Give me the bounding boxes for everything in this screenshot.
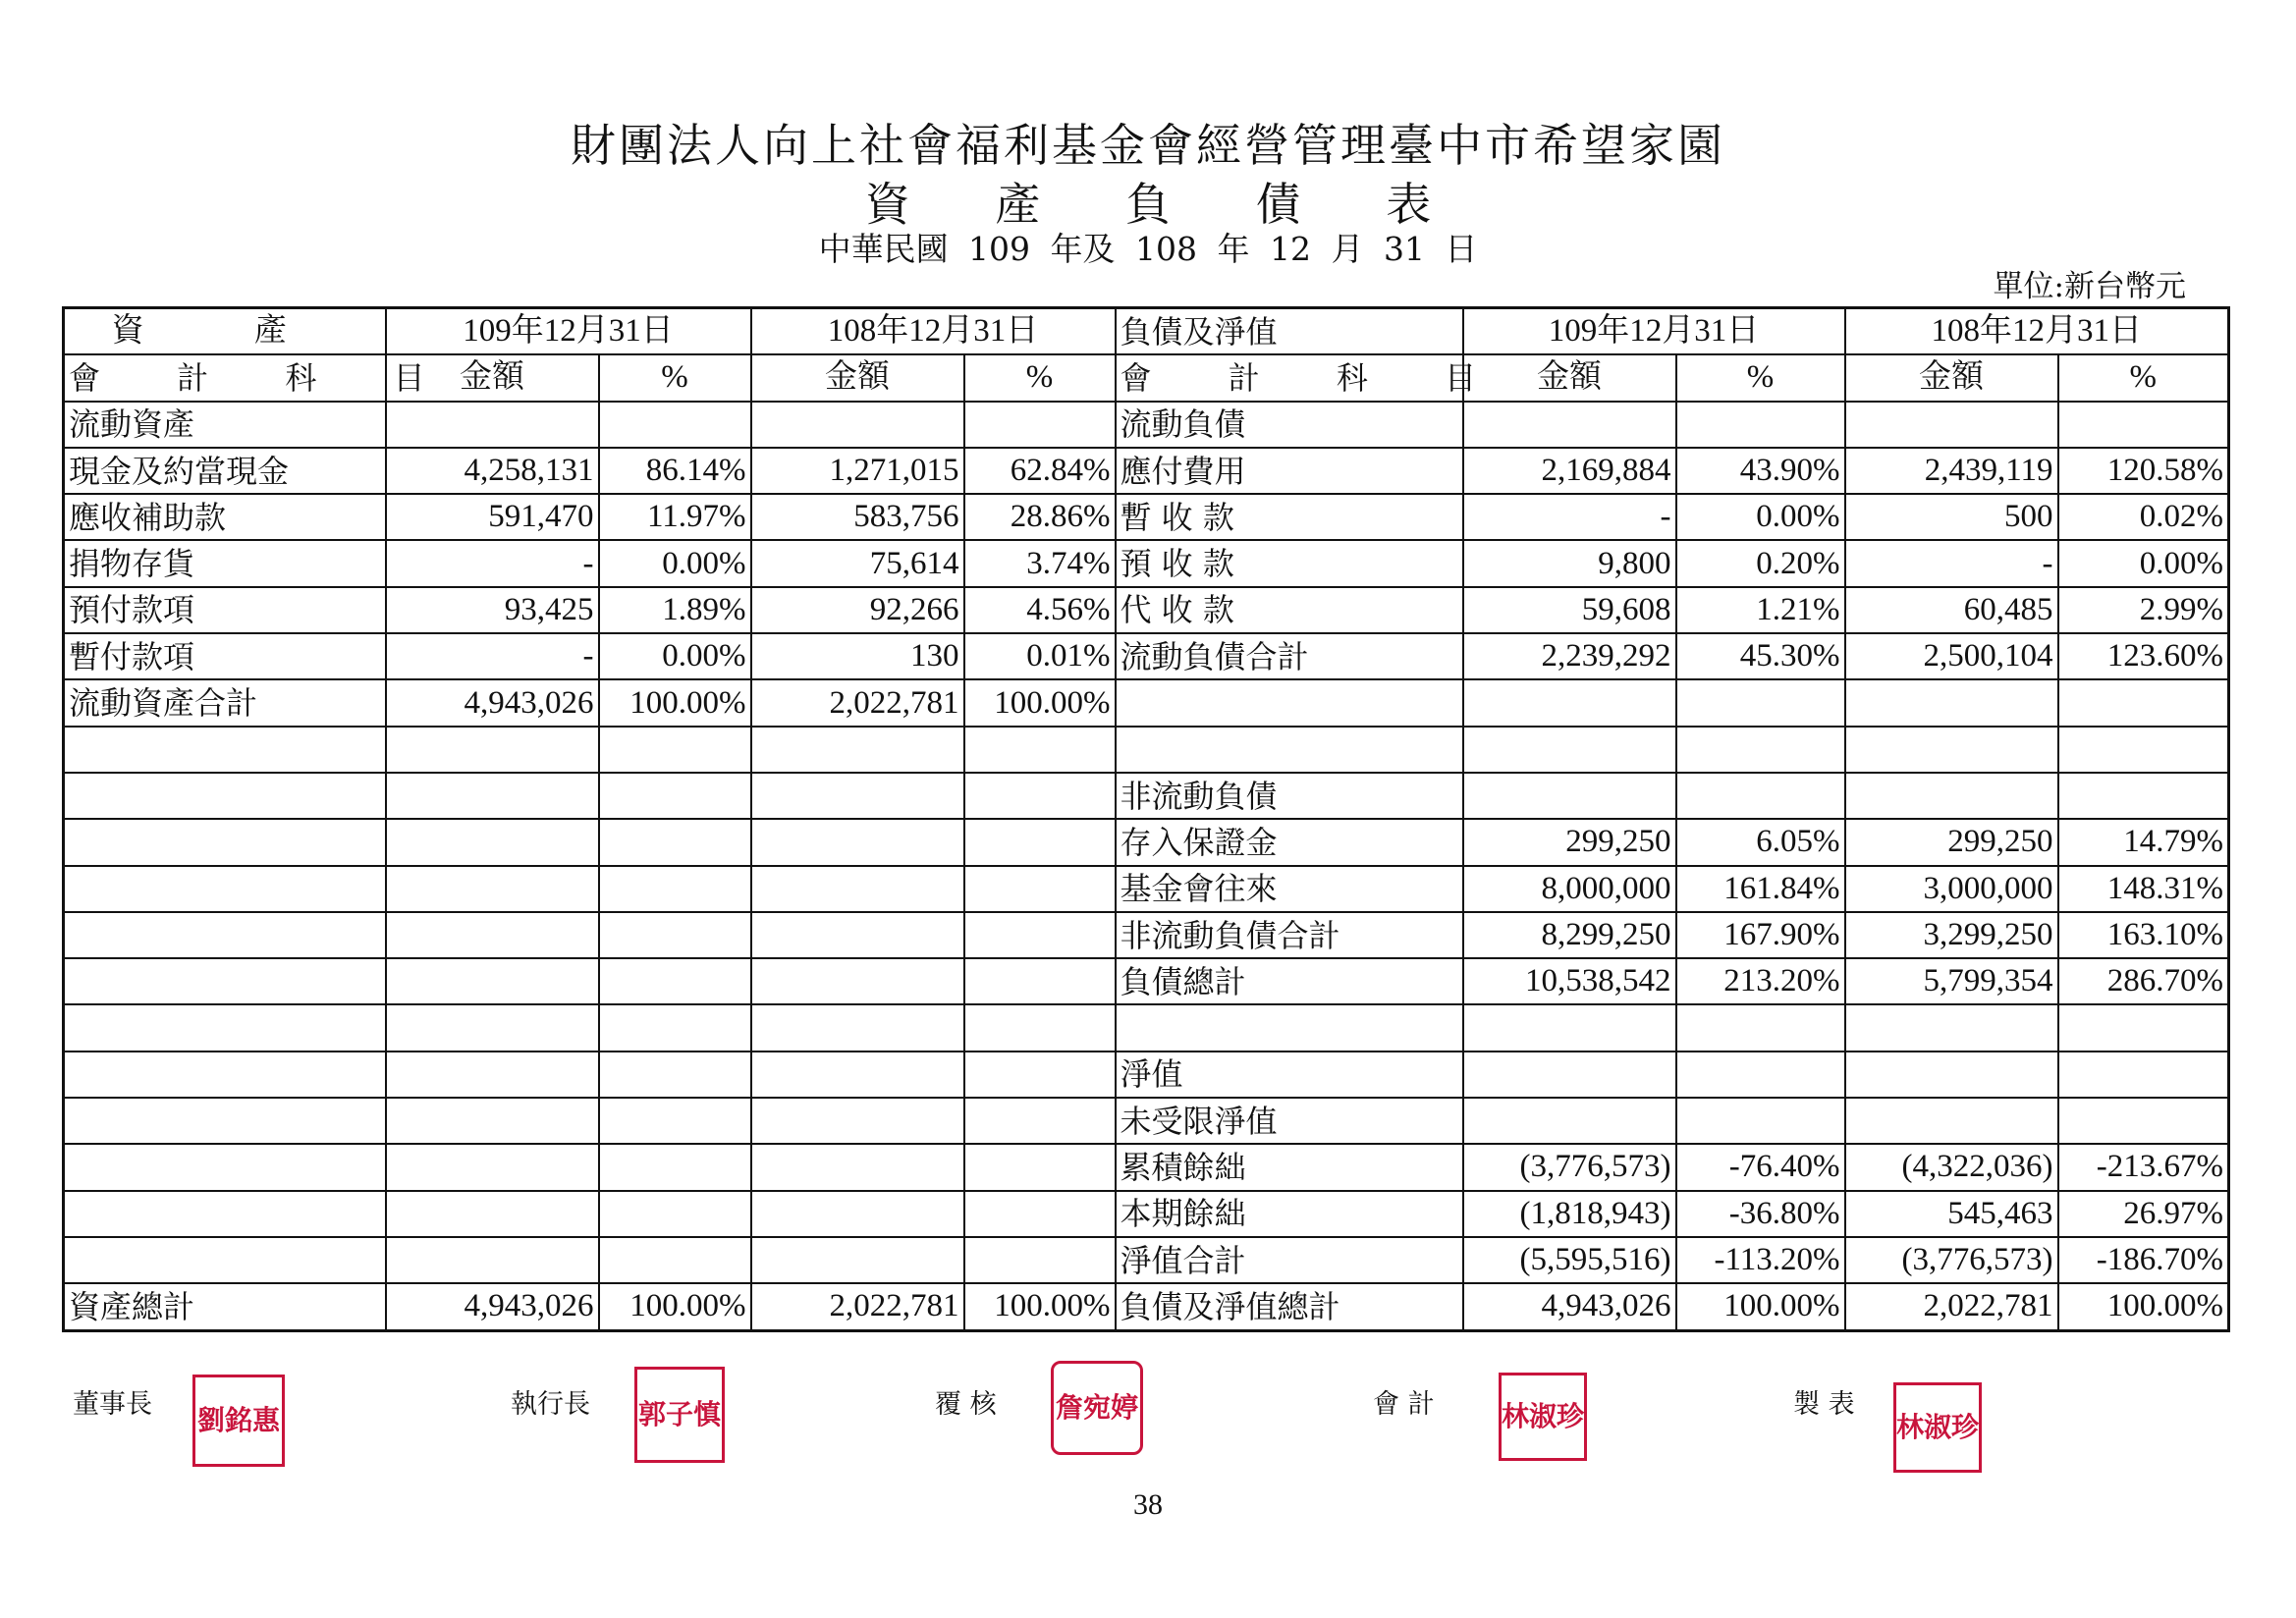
asset-amount-109: -	[386, 540, 599, 586]
liability-pct-109	[1676, 727, 1845, 773]
table-row	[64, 1052, 2229, 1098]
asset-pct-109	[599, 402, 751, 448]
liability-amount-108: 5,799,354	[1845, 958, 2058, 1004]
liability-pct-108: 2.99%	[2058, 587, 2229, 633]
liability-pct-109	[1676, 773, 1845, 819]
asset-pct-108: 100.00%	[964, 1283, 1116, 1330]
asset-amount-109	[386, 1191, 599, 1237]
asset-amount-109: 4,943,026	[386, 1283, 599, 1330]
liability-amount-109: (5,595,516)	[1463, 1237, 1676, 1283]
asset-pct-109	[599, 1098, 751, 1144]
liability-account: 淨值合計	[1116, 1237, 1463, 1283]
liability-pct-109: 167.90%	[1676, 912, 1845, 958]
asset-pct-109: 86.14%	[599, 448, 751, 494]
asset-amount-109	[386, 1098, 599, 1144]
asset-account: 資產總計	[64, 1283, 386, 1330]
asset-account	[64, 1098, 386, 1144]
liability-amount-109: 8,299,250	[1463, 912, 1676, 958]
liability-amount-109	[1463, 679, 1676, 726]
liability-amount-108: 60,485	[1845, 587, 2058, 633]
liability-pct-109: 1.21%	[1676, 587, 1845, 633]
liability-amount-109	[1463, 1098, 1676, 1144]
asset-amount-109	[386, 1004, 599, 1051]
liability-account: 存入保證金	[1116, 819, 1463, 865]
asset-pct-108: 28.86%	[964, 494, 1116, 540]
liability-amount-109	[1463, 1004, 1676, 1051]
preparer-label: 製 表	[1793, 1389, 1855, 1420]
asset-pct-109	[599, 1004, 751, 1051]
asset-pct-108	[964, 1237, 1116, 1283]
asset-pct-109	[599, 866, 751, 912]
table-row	[64, 727, 2229, 773]
table-row	[64, 540, 2229, 586]
amount-header: 金額	[1463, 354, 1676, 401]
asset-account	[64, 1052, 386, 1098]
organization-title: 財團法人向上社會福利基金會經營管理臺中市希望家園	[571, 119, 1725, 172]
liability-pct-108	[2058, 1098, 2229, 1144]
chair-label: 董事長	[73, 1389, 152, 1420]
asset-account: 現金及約當現金	[64, 448, 386, 494]
asset-pct-109: 0.00%	[599, 540, 751, 586]
liability-pct-109	[1676, 679, 1845, 726]
asset-account	[64, 727, 386, 773]
ceo-label: 執行長	[511, 1389, 590, 1420]
asset-account	[64, 1004, 386, 1051]
liability-account	[1116, 727, 1463, 773]
asset-account: 捐物存貨	[64, 540, 386, 586]
asset-pct-108	[964, 1144, 1116, 1190]
liability-pct-108: 286.70%	[2058, 958, 2229, 1004]
liability-amount-108	[1845, 1098, 2058, 1144]
percent-header: %	[2058, 354, 2229, 401]
liab-108-header: 108年12月31日	[1845, 308, 2229, 355]
table-row	[64, 633, 2229, 679]
table-row	[64, 587, 2229, 633]
liability-amount-108	[1845, 402, 2058, 448]
page-number: 38	[1133, 1488, 1163, 1521]
asset-amount-109	[386, 1052, 599, 1098]
liability-pct-108: 0.00%	[2058, 540, 2229, 586]
review-label: 覆 核	[935, 1389, 997, 1420]
liability-amount-109: (1,818,943)	[1463, 1191, 1676, 1237]
liability-account: 流動負債	[1116, 402, 1463, 448]
amount-header: 金額	[386, 354, 599, 401]
table-row	[64, 1098, 2229, 1144]
document-title: 資 產 負 債 表	[864, 178, 1467, 231]
liabilities-header: 負債及淨值	[1116, 308, 1463, 355]
liability-amount-109: 299,250	[1463, 819, 1676, 865]
table-row	[64, 494, 2229, 540]
table-row-total	[64, 1283, 2229, 1330]
asset-amount-108: 75,614	[751, 540, 964, 586]
liability-amount-108	[1845, 679, 2058, 726]
asset-amount-108: 2,022,781	[751, 679, 964, 726]
liability-account: 代 收 款	[1116, 587, 1463, 633]
asset-amount-108	[751, 1004, 964, 1051]
asset-amount-108	[751, 866, 964, 912]
header-row-columns	[64, 354, 2229, 401]
liability-amount-109	[1463, 1052, 1676, 1098]
table-row	[64, 773, 2229, 819]
liability-pct-109: 100.00%	[1676, 1283, 1845, 1330]
liability-amount-109: 8,000,000	[1463, 866, 1676, 912]
liability-amount-108: 500	[1845, 494, 2058, 540]
liability-amount-108: 2,500,104	[1845, 633, 2058, 679]
asset-amount-108: 130	[751, 633, 964, 679]
liability-amount-108	[1845, 1052, 2058, 1098]
table-row	[64, 402, 2229, 448]
liability-pct-108: -213.67%	[2058, 1144, 2229, 1190]
liability-amount-108: (4,322,036)	[1845, 1144, 2058, 1190]
liability-pct-109: 0.00%	[1676, 494, 1845, 540]
liability-pct-109: 0.20%	[1676, 540, 1845, 586]
account-header: 會 計 科 目	[1116, 354, 1463, 401]
liability-amount-108: 2,439,119	[1845, 448, 2058, 494]
asset-amount-108	[751, 819, 964, 865]
asset-amount-109: 93,425	[386, 587, 599, 633]
liability-pct-109: 6.05%	[1676, 819, 1845, 865]
liability-pct-108: 148.31%	[2058, 866, 2229, 912]
liability-account: 非流動負債合計	[1116, 912, 1463, 958]
liability-amount-108: 545,463	[1845, 1191, 2058, 1237]
liability-account: 本期餘絀	[1116, 1191, 1463, 1237]
asset-amount-108	[751, 1098, 964, 1144]
liability-amount-108: 3,000,000	[1845, 866, 2058, 912]
asset-pct-109	[599, 1191, 751, 1237]
asset-amount-108	[751, 402, 964, 448]
asset-amount-109: 4,943,026	[386, 679, 599, 726]
asset-pct-108	[964, 773, 1116, 819]
liability-pct-108: -186.70%	[2058, 1237, 2229, 1283]
asset-amount-108: 1,271,015	[751, 448, 964, 494]
asset-amount-108	[751, 958, 964, 1004]
asset-account: 流動資產合計	[64, 679, 386, 726]
liability-pct-108: 123.60%	[2058, 633, 2229, 679]
liability-amount-108: 3,299,250	[1845, 912, 2058, 958]
asset-pct-109: 100.00%	[599, 679, 751, 726]
asset-pct-108	[964, 819, 1116, 865]
asset-pct-108: 62.84%	[964, 448, 1116, 494]
assets-109-header: 109年12月31日	[386, 308, 751, 355]
asset-account	[64, 1191, 386, 1237]
table-row	[64, 958, 2229, 1004]
asset-amount-108: 92,266	[751, 587, 964, 633]
asset-account	[64, 912, 386, 958]
liability-pct-109: -113.20%	[1676, 1237, 1845, 1283]
asset-pct-108	[964, 1052, 1116, 1098]
account-header: 會 計 科 目	[64, 354, 386, 401]
liability-account: 淨值	[1116, 1052, 1463, 1098]
liability-pct-109	[1676, 1098, 1845, 1144]
asset-account	[64, 773, 386, 819]
table-row	[64, 448, 2229, 494]
asset-amount-108	[751, 773, 964, 819]
liability-pct-108	[2058, 1004, 2229, 1051]
liability-account: 非流動負債	[1116, 773, 1463, 819]
liability-pct-109	[1676, 1052, 1845, 1098]
asset-amount-109	[386, 958, 599, 1004]
liability-account: 暫 收 款	[1116, 494, 1463, 540]
liability-amount-109: 2,239,292	[1463, 633, 1676, 679]
liability-pct-109: 213.20%	[1676, 958, 1845, 1004]
liability-amount-108: 299,250	[1845, 819, 2058, 865]
asset-amount-109	[386, 727, 599, 773]
liability-account: 負債及淨值總計	[1116, 1283, 1463, 1330]
asset-account: 流動資產	[64, 402, 386, 448]
liability-pct-108	[2058, 679, 2229, 726]
liability-pct-108: 163.10%	[2058, 912, 2229, 958]
asset-amount-108	[751, 912, 964, 958]
liability-pct-109: 161.84%	[1676, 866, 1845, 912]
liability-amount-109: 2,169,884	[1463, 448, 1676, 494]
asset-amount-108	[751, 1052, 964, 1098]
asset-amount-109	[386, 1237, 599, 1283]
liability-pct-108: 100.00%	[2058, 1283, 2229, 1330]
liability-amount-109: 9,800	[1463, 540, 1676, 586]
liability-pct-108	[2058, 1052, 2229, 1098]
accounting-seal-stamp: 林淑珍	[1499, 1373, 1587, 1461]
asset-pct-109	[599, 958, 751, 1004]
asset-account: 應收補助款	[64, 494, 386, 540]
liability-amount-109: -	[1463, 494, 1676, 540]
asset-pct-108	[964, 958, 1116, 1004]
liability-account: 基金會往來	[1116, 866, 1463, 912]
asset-pct-108: 100.00%	[964, 679, 1116, 726]
asset-amount-109	[386, 402, 599, 448]
asset-account	[64, 1144, 386, 1190]
liability-account: 應付費用	[1116, 448, 1463, 494]
asset-amount-108	[751, 1191, 964, 1237]
asset-amount-108: 2,022,781	[751, 1283, 964, 1330]
assets-108-header: 108年12月31日	[751, 308, 1116, 355]
asset-pct-109	[599, 819, 751, 865]
asset-account	[64, 958, 386, 1004]
asset-amount-109: -	[386, 633, 599, 679]
liability-amount-108: -	[1845, 540, 2058, 586]
liability-pct-108: 26.97%	[2058, 1191, 2229, 1237]
liability-pct-109: -76.40%	[1676, 1144, 1845, 1190]
liability-amount-108: 2,022,781	[1845, 1283, 2058, 1330]
table-row	[64, 866, 2229, 912]
asset-pct-109	[599, 1052, 751, 1098]
liability-pct-108: 120.58%	[2058, 448, 2229, 494]
asset-pct-109: 11.97%	[599, 494, 751, 540]
percent-header: %	[964, 354, 1116, 401]
asset-amount-109: 4,258,131	[386, 448, 599, 494]
currency-unit: 單位:新台幣元	[1993, 269, 2186, 304]
asset-amount-108	[751, 1237, 964, 1283]
amount-header: 金額	[1845, 354, 2058, 401]
liability-pct-108	[2058, 402, 2229, 448]
asset-pct-108	[964, 866, 1116, 912]
liability-account: 未受限淨值	[1116, 1098, 1463, 1144]
table-row	[64, 819, 2229, 865]
review-seal-stamp: 詹宛婷	[1051, 1361, 1143, 1455]
percent-header: %	[1676, 354, 1845, 401]
asset-pct-109: 0.00%	[599, 633, 751, 679]
asset-account	[64, 819, 386, 865]
amount-header: 金額	[751, 354, 964, 401]
asset-amount-109: 591,470	[386, 494, 599, 540]
liability-amount-109: (3,776,573)	[1463, 1144, 1676, 1190]
asset-pct-109: 100.00%	[599, 1283, 751, 1330]
liability-amount-109: 10,538,542	[1463, 958, 1676, 1004]
asset-pct-109	[599, 1237, 751, 1283]
asset-amount-109	[386, 1144, 599, 1190]
table-row	[64, 679, 2229, 726]
liability-amount-109	[1463, 727, 1676, 773]
table-row	[64, 1004, 2229, 1051]
asset-amount-108: 583,756	[751, 494, 964, 540]
asset-pct-108: 4.56%	[964, 587, 1116, 633]
asset-pct-109	[599, 1144, 751, 1190]
liability-amount-108	[1845, 1004, 2058, 1051]
accounting-label: 會 計	[1373, 1389, 1435, 1420]
liability-amount-108: (3,776,573)	[1845, 1237, 2058, 1283]
liability-account: 流動負債合計	[1116, 633, 1463, 679]
asset-account: 預付款項	[64, 587, 386, 633]
asset-amount-108	[751, 1144, 964, 1190]
liability-amount-109: 4,943,026	[1463, 1283, 1676, 1330]
asset-pct-109	[599, 912, 751, 958]
asset-amount-109	[386, 912, 599, 958]
table-row	[64, 1191, 2229, 1237]
percent-header: %	[599, 354, 751, 401]
asset-amount-109	[386, 819, 599, 865]
liability-pct-109: -36.80%	[1676, 1191, 1845, 1237]
ceo-seal-stamp: 郭子慎	[634, 1367, 725, 1463]
liability-account	[1116, 679, 1463, 726]
liability-pct-108	[2058, 773, 2229, 819]
balance-sheet-table	[62, 306, 2230, 1332]
asset-pct-109	[599, 773, 751, 819]
liability-amount-109	[1463, 402, 1676, 448]
preparer-seal-stamp: 林淑珍	[1893, 1382, 1982, 1473]
asset-pct-109: 1.89%	[599, 587, 751, 633]
asset-pct-108: 0.01%	[964, 633, 1116, 679]
asset-pct-108	[964, 1191, 1116, 1237]
liability-amount-108	[1845, 773, 2058, 819]
liability-pct-109	[1676, 1004, 1845, 1051]
liability-account: 負債總計	[1116, 958, 1463, 1004]
liability-pct-109: 45.30%	[1676, 633, 1845, 679]
liability-amount-109	[1463, 773, 1676, 819]
asset-amount-109	[386, 866, 599, 912]
liability-amount-109: 59,608	[1463, 587, 1676, 633]
liability-pct-109: 43.90%	[1676, 448, 1845, 494]
asset-pct-108	[964, 402, 1116, 448]
liability-account	[1116, 1004, 1463, 1051]
report-period: 中華民國 109 年及 108 年 12 月 31 日	[818, 230, 1478, 268]
asset-account	[64, 866, 386, 912]
liability-pct-109	[1676, 402, 1845, 448]
asset-pct-109	[599, 727, 751, 773]
liability-pct-108	[2058, 727, 2229, 773]
liability-pct-108: 0.02%	[2058, 494, 2229, 540]
asset-amount-108	[751, 727, 964, 773]
asset-account	[64, 1237, 386, 1283]
chair-seal-stamp: 劉銘惠	[192, 1375, 285, 1467]
asset-pct-108	[964, 1004, 1116, 1051]
header-row-years	[64, 308, 2229, 355]
liability-amount-108	[1845, 727, 2058, 773]
assets-header: 資 產	[64, 308, 386, 355]
asset-amount-109	[386, 773, 599, 819]
liability-account: 累積餘絀	[1116, 1144, 1463, 1190]
table-row	[64, 1144, 2229, 1190]
liability-account: 預 收 款	[1116, 540, 1463, 586]
asset-pct-108	[964, 912, 1116, 958]
asset-pct-108: 3.74%	[964, 540, 1116, 586]
table-row	[64, 1237, 2229, 1283]
liab-109-header: 109年12月31日	[1463, 308, 1845, 355]
asset-pct-108	[964, 1098, 1116, 1144]
liability-pct-108: 14.79%	[2058, 819, 2229, 865]
asset-account: 暫付款項	[64, 633, 386, 679]
table-row	[64, 912, 2229, 958]
asset-pct-108	[964, 727, 1116, 773]
